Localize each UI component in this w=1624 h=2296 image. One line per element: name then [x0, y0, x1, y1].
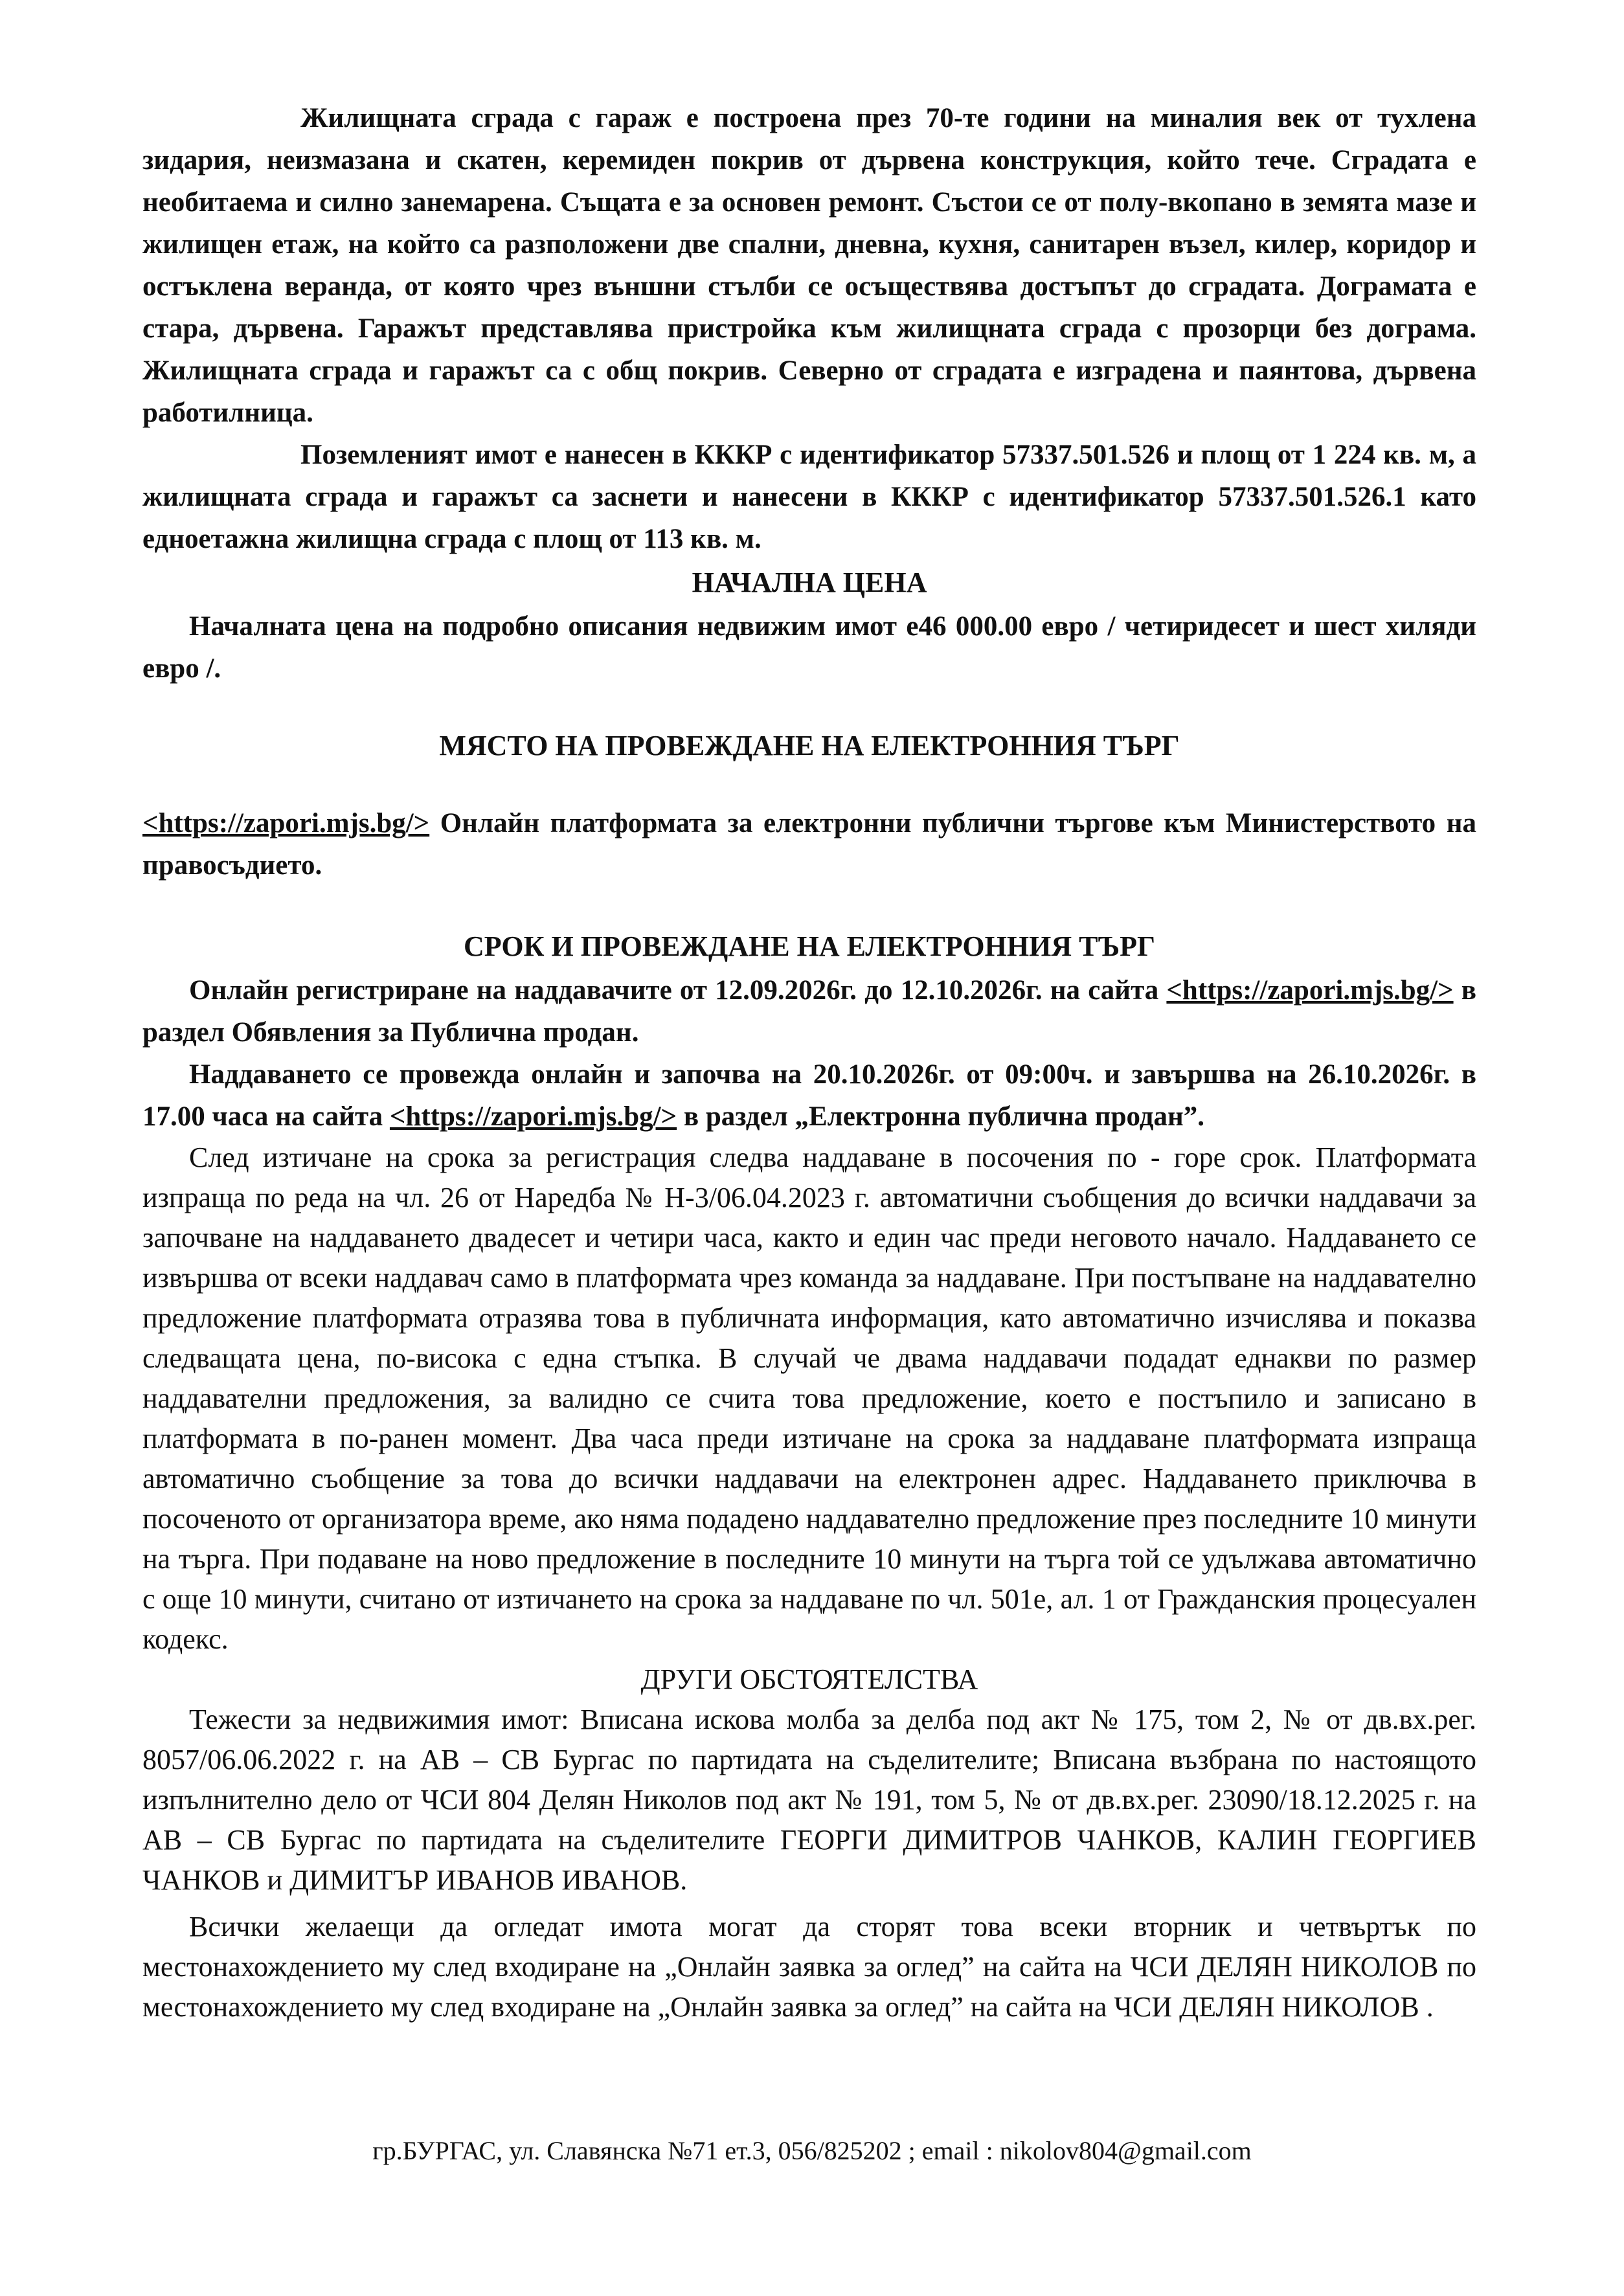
viewing-paragraph: Всички желаещи да огледат имота могат да сторят това всеки вторник и четвъртък по местонахождението му след входиране на „Онлайн заявка за оглед” на сайта на ЧСИ ДЕЛЯН НИКОЛОВ по местонахождението му след входиране на „Онлайн заявка за оглед” на сайта на ЧСИ ДЕЛЯН НИКОЛОВ . [142, 1911, 1476, 2023]
footer-address: гр.БУРГАС, ул. Славянска №71 ет.3, 056/825202 ; email : nikolov804@gmail.com [372, 2136, 1252, 2165]
bidding-link[interactable]: <https://zapori.mjs.bg/> [389, 1101, 677, 1132]
other-circumstances-heading: ДРУГИ ОБСТОЯТЕЛСТВА [640, 1663, 978, 1695]
bidding-paragraph [142, 1053, 1476, 1138]
burdens-paragraph: Тежести за недвижимия имот: Вписана искова молба за делба под акт № 175, том 2, № от дв.вх.рег. 8057/06.06.2022 г. на АВ – СВ Бургас по партидата на съделителите; Вписана възбрана по настоящото изпълнително дело от ЧСИ 804 Делян Николов под акт № 191, том 5, № от дв.вх.рег. 23090/18.12.2025 г. на АВ – СВ Бургас по партидата на съделителите ГЕОРГИ ДИМИТРОВ ЧАНКОВ, КАЛИН ГЕОРГИЕВ ЧАНКОВ и ДИМИТЪР ИВАНОВ ИВАНОВ. [142, 1704, 1476, 1896]
bidding-rules-paragraph: След изтичане на срока за регистрация следва наддаване в посочения по - горе срок. Платформата изпраща по реда на чл. 26 от Наредба № Н-3/06.04.2023 г. автоматични съобщения до всички наддавачи за започване на наддаването двадесет и четири часа, както и един час преди неговото начало. Наддаването се извършва от всеки наддавач само в платформата чрез команда за наддаване. При постъпване на наддавателно предложение платформата отразява това в публичната информация, като автоматично изчислява и показва следващата цена, по-висока с една стъпка. В случай че двама наддавачи подадат еднакви по размер наддавателни предложения, за валидно се счита това предложение, което е постъпило и записано в платформата в по-ранен момент. Два часа преди изтичане на срока за наддаване платформата изпраща автоматично съобщение за това до всички наддавачи на електронен адрес. Наддаването приключва в посоченото от организатора време, ако няма подадено наддавателно предложение през последните 10 минути на търга. При подаване на ново предложение в последните 10 минути на търга той се удължава автоматично с още 10 минути, считано от изтичането на срока за наддаване по чл. 501е, ал. 1 от Гражданския процесуален кодекс. [142, 1142, 1476, 1655]
bidding-text-end: в раздел „Електронна публична продан”. [677, 1101, 1205, 1132]
platform-description: Онлайн платформата за електронни публични търгове към Министерството на правосъдието. [142, 808, 1476, 881]
starting-price-text: Началната цена на подробно описания недвижим имот е46 000.00 евро / четиридесет и шест хиляди евро /. [142, 611, 1476, 684]
auction-term-heading: СРОК И ПРОВЕЖДАНЕ НА ЕЛЕКТРОННИЯ ТЪРГ [464, 930, 1155, 962]
registration-text-end: в раздел Обявления за Публична продан. [142, 975, 1476, 1048]
registration-paragraph [142, 969, 1476, 1053]
registration-link[interactable]: <https://zapori.mjs.bg/> [1166, 975, 1454, 1006]
platform-link[interactable]: <https://zapori.mjs.bg/> [142, 808, 430, 838]
registration-text-start: Онлайн регистриране на наддавачите от 12.09.2026г. до 12.10.2026г. на сайта [189, 975, 1167, 1006]
auction-place-text [142, 802, 1476, 886]
property-identifier-paragraph: Поземленият имот е нанесен в КККР с идентификатор 57337.501.526 и площ от 1 224 кв. м, а жилищната сграда и гаражът са заснети и нанесени в КККР с идентификатор 57337.501.526.1 като едноетажна жилищна сграда с площ от 113 кв. м. [142, 440, 1476, 554]
document-page [142, 97, 1476, 2027]
building-description: Жилищната сграда с гараж е построена през 70-те години на миналия век от тухлена зидария, неизмазана и скатен, керемиден покрив от дървена конструкция, който тече. Сградата е необитаема и силно занемарена. Същата е за основен ремонт. Състои се от полу-вкопано в земята мазе и жилищен етаж, на който са разположени две спални, дневна, кухня, санитарен възел, килер, коридор и остъклена веранда, от която чрез външни стълби се осъществява достъпът до сградата. Дограмата е стара, дървена. Гаражът представлява пристройка към жилищната сграда с прозорци без дограма. Жилищната сграда и гаражът са с общ покрив. Северно от сградата е изградена и паянтова, дървена работилница. [142, 103, 1476, 428]
starting-price-heading: НАЧАЛНА ЦЕНА [692, 567, 927, 598]
auction-place-heading: МЯСТО НА ПРОВЕЖДАНЕ НА ЕЛЕКТРОННИЯ ТЪРГ [439, 730, 1180, 761]
bidding-text-start: Наддаването се провежда онлайн и започва на 20.10.2026г. от 09:00ч. и завършва на 26.10.2026г. в 17.00 часа на сайта [142, 1059, 1476, 1132]
